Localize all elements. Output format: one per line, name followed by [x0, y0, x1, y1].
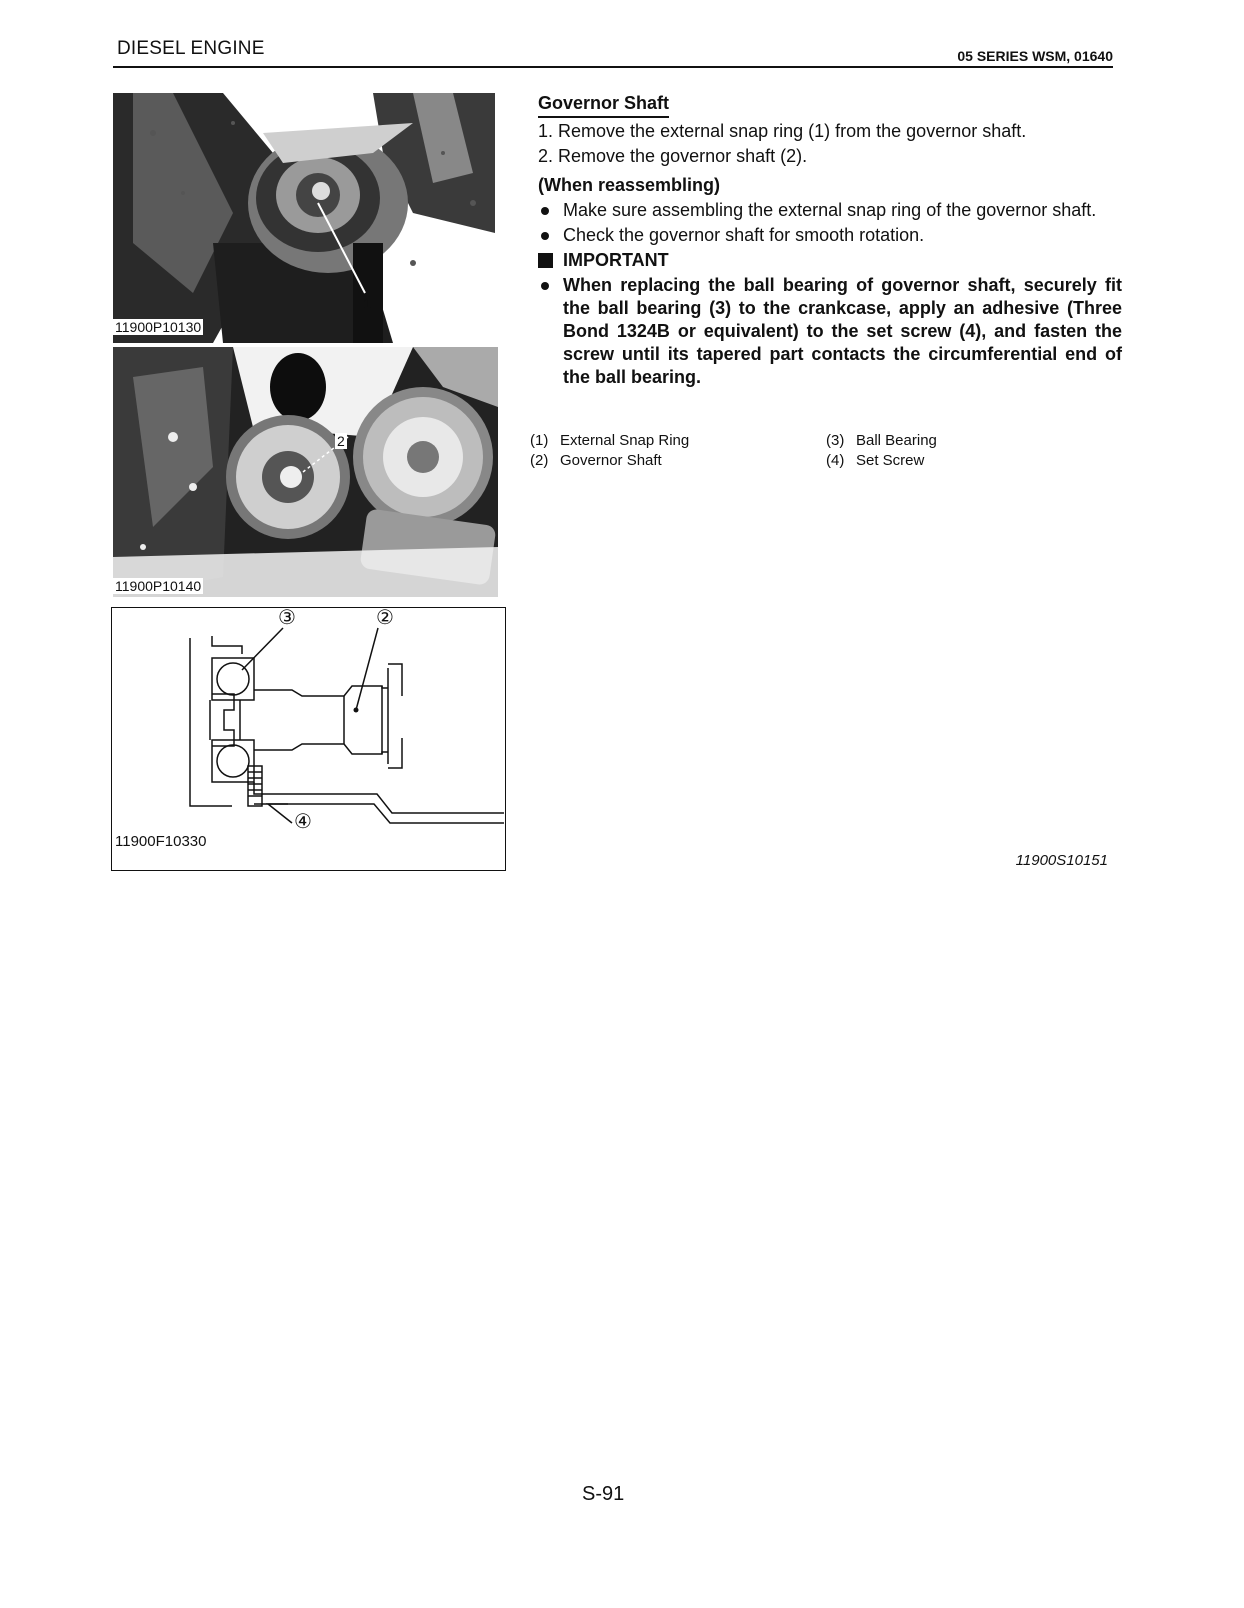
photo-callout-1: 1	[363, 295, 371, 311]
important-heading	[538, 249, 1122, 272]
reassembly-bullet: Check the governor shaft for smooth rotation.	[538, 224, 1122, 247]
legend-item: (3) Ball Bearing	[826, 432, 937, 449]
step-2: 2. Remove the governor shaft (2).	[538, 146, 808, 166]
header-manual-id: 05 SERIES WSM, 01640	[957, 48, 1113, 64]
photo-governor-snap-ring	[113, 93, 495, 343]
legend-item: (1) External Snap Ring	[530, 432, 690, 449]
important-label: IMPORTANT	[563, 250, 669, 270]
reassembly-bullet: Make sure assembling the external snap ring of the governor shaft.	[538, 199, 1122, 222]
page-number: S-91	[582, 1483, 625, 1505]
step-1: 1. Remove the external snap ring (1) from the governor shaft.	[538, 121, 1027, 141]
section-title: Governor Shaft	[538, 92, 669, 118]
important-square-icon	[538, 253, 553, 268]
diagram-figure-id: 11900F10330	[115, 833, 207, 850]
diagram-callout-2: ②	[376, 607, 394, 629]
important-bullet: When replacing the ball bearing of governor shaft, securely fit the ball bearing (3) to the crankcase, apply an adhesive (Three Bond 1324B or equivalent) to the set screw (4), and fasten the screw until its tapered part contacts the circumferential end of the ball bearing.	[538, 274, 1122, 389]
photo-callout-2: 2	[337, 433, 345, 449]
legend-right	[826, 431, 937, 471]
legend-left	[530, 431, 689, 471]
document-code: 11900S10151	[1015, 852, 1108, 869]
photo2-figure-id: 11900P10140	[115, 578, 202, 594]
reassembly-heading: (When reassembling)	[538, 175, 721, 195]
header-rule	[113, 66, 1113, 68]
diagram-callout-4: ④	[294, 811, 312, 833]
diagram-callout-3: ③	[278, 607, 296, 629]
legend-item: (2) Governor Shaft	[530, 452, 662, 469]
photo-governor-shaft-gears	[113, 347, 498, 597]
procedure-text	[538, 92, 1122, 389]
legend-item: (4) Set Screw	[826, 452, 925, 469]
photo1-figure-id: 11900P10130	[115, 319, 202, 335]
header-section-title: DIESEL ENGINE	[117, 38, 265, 59]
governor-shaft-cross-section-diagram	[111, 607, 506, 871]
